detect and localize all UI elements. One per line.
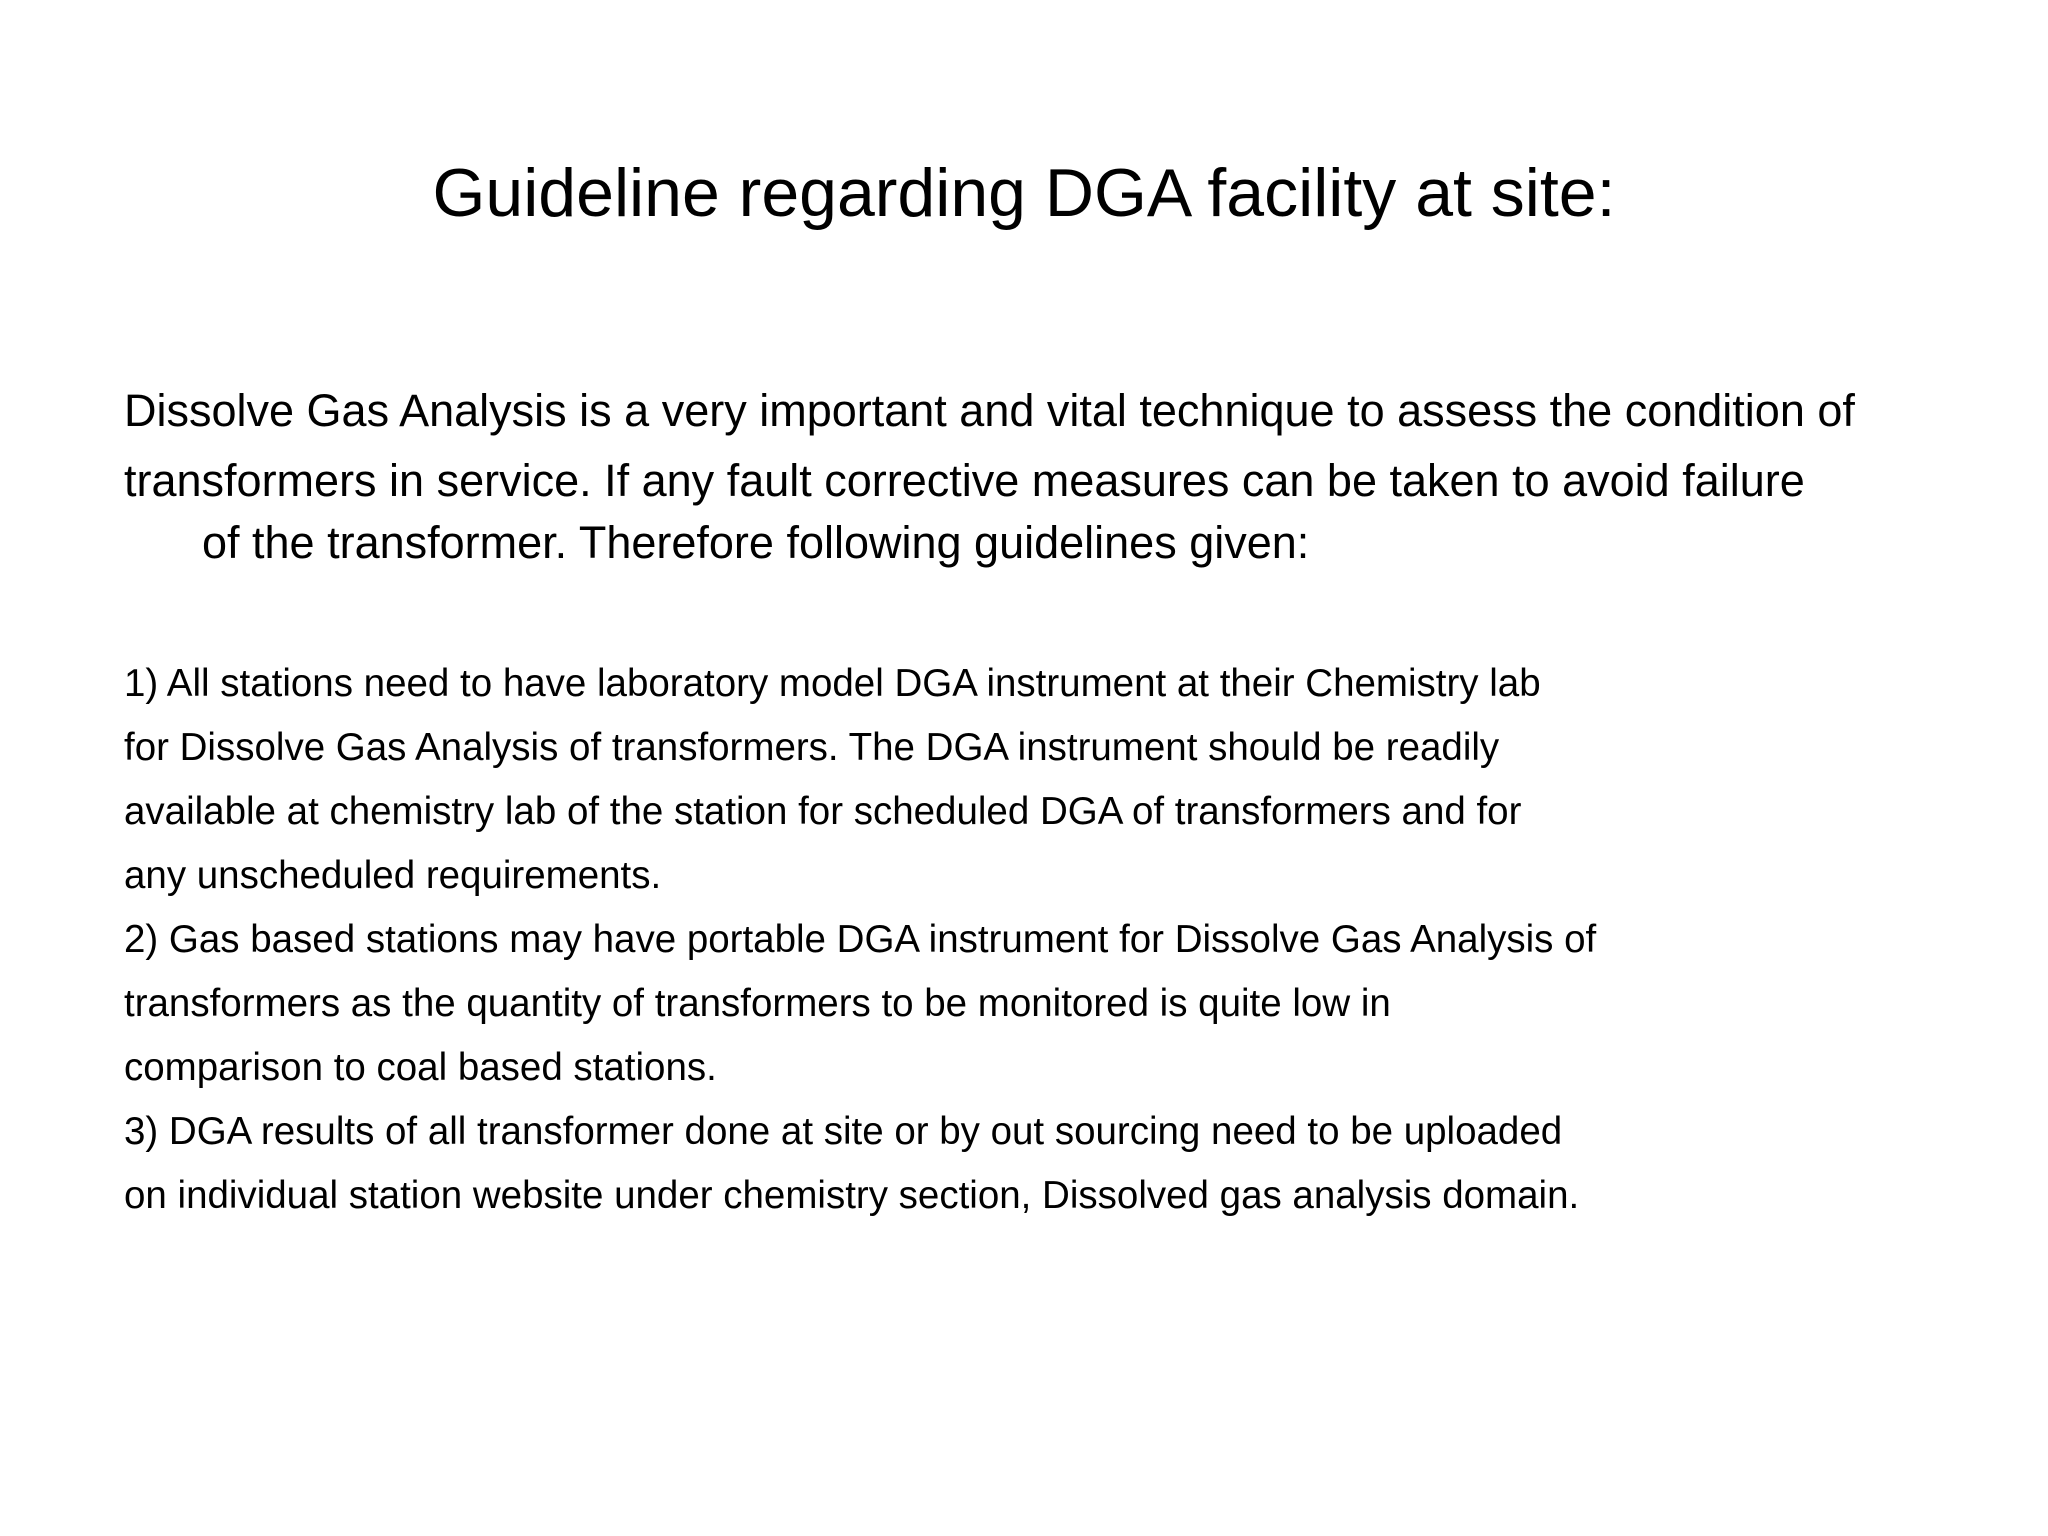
- guideline-line: comparison to coal based stations.: [124, 1046, 717, 1089]
- guideline-line: 3) DGA results of all transformer done at site or by out sourcing need to be uploaded: [124, 1110, 1563, 1153]
- slide-title: Guideline regarding DGA facility at site:: [432, 155, 1616, 231]
- guideline-line: 2) Gas based stations may have portable DGA instrument for Dissolve Gas Analysis of: [124, 918, 1597, 961]
- intro-line: transformers in service. If any fault corrective measures can be taken to avoid failure: [124, 455, 1805, 506]
- guideline-line: available at chemistry lab of the station for scheduled DGA of transformers and for: [124, 790, 1522, 833]
- guideline-line: transformers as the quantity of transformers to be monitored is quite low in: [124, 982, 1391, 1025]
- intro-line: of the transformer. Therefore following guidelines given:: [202, 517, 1310, 568]
- intro-paragraph: [124, 376, 1855, 578]
- guideline-line: any unscheduled requirements.: [124, 854, 662, 897]
- guideline-line: for Dissolve Gas Analysis of transformers. The DGA instrument should be readily: [124, 726, 1500, 769]
- intro-line: Dissolve Gas Analysis is a very important and vital technique to assess the condition of: [124, 385, 1855, 436]
- guideline-line: 1) All stations need to have laboratory model DGA instrument at their Chemistry lab: [124, 662, 1541, 705]
- guideline-line: on individual station website under chemistry section, Dissolved gas analysis domain.: [124, 1174, 1580, 1217]
- guidelines-list: [124, 652, 1596, 1228]
